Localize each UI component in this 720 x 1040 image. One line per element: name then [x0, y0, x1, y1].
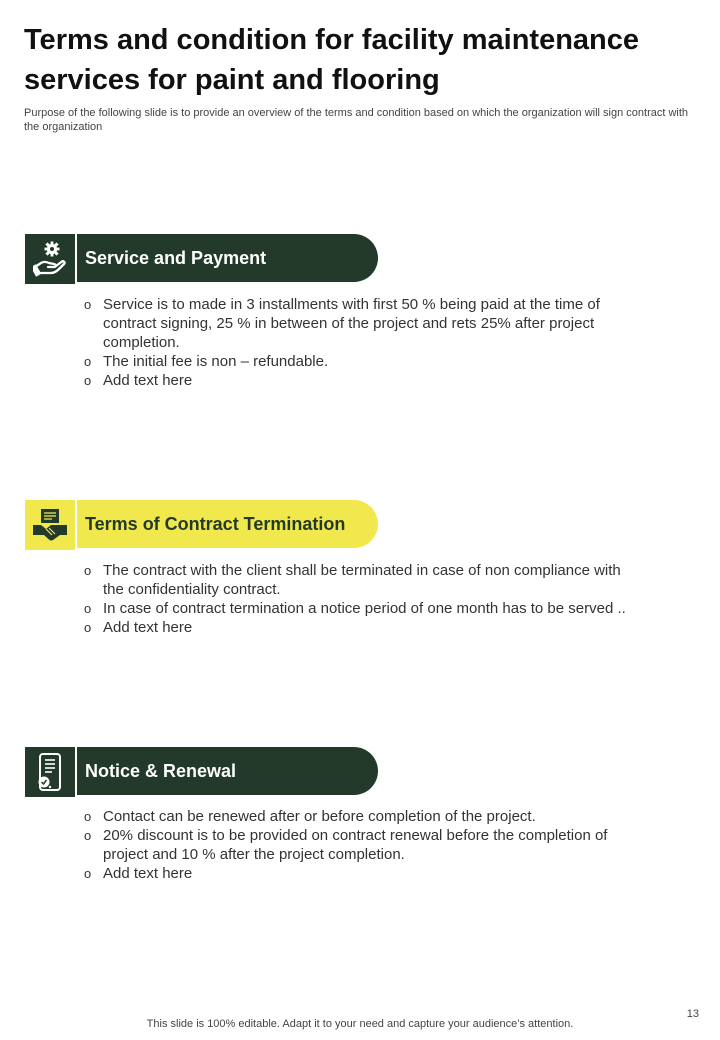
hand-gear-icon: [33, 241, 67, 277]
section-heading-pill: [77, 234, 378, 282]
bullet-list: [84, 561, 644, 637]
mobile-document-icon: [36, 753, 64, 791]
icon-box: [25, 500, 75, 550]
section-heading: Service and Payment: [85, 247, 267, 268]
handshake-contract-icon: [32, 508, 68, 542]
section-heading: Terms of Contract Termination: [85, 513, 346, 534]
section-header-contract-termination: [25, 500, 378, 550]
section-heading: Notice & Renewal: [85, 760, 237, 781]
page-number: 13: [686, 1008, 699, 1020]
list-item: o Add text here: [84, 371, 644, 390]
page-subtitle: Purpose of the following slide is to provide an overview of the terms and condition based on which the organization will sign contract with the organization: [24, 107, 689, 133]
list-item: o 20% discount is to be provided on contract renewal before the completion of project and 10 % after the project completion.: [84, 826, 644, 864]
list-item: o Add text here: [84, 864, 644, 883]
bullet-list: [84, 295, 644, 390]
list-item: o In case of contract termination a notice period of one month has to be served ..: [84, 599, 644, 618]
section-heading-pill: [77, 747, 378, 795]
page-title: Terms and condition for facility maintenance services for paint and flooring: [24, 24, 640, 96]
footer-note: This slide is 100% editable. Adapt it to your need and capture your audience’s attention.: [146, 1018, 574, 1030]
icon-box: [25, 747, 75, 797]
list-item: o Add text here: [84, 618, 644, 637]
icon-box: [25, 234, 75, 284]
bullet-list: [84, 807, 644, 883]
list-item: o The contract with the client shall be terminated in case of non compliance with the confidentiality contract.: [84, 561, 644, 599]
section-heading-pill: [77, 500, 378, 548]
section-header-service-payment: [25, 234, 378, 284]
section-header-notice-renewal: [25, 747, 378, 797]
list-item: o Contact can be renewed after or before completion of the project.: [84, 807, 644, 826]
list-item: o Service is to made in 3 installments with first 50 % being paid at the time of contract signing, 25 % in between of the project and rets 25% after project completion.: [84, 295, 644, 352]
list-item: o The initial fee is non – refundable.: [84, 352, 644, 371]
